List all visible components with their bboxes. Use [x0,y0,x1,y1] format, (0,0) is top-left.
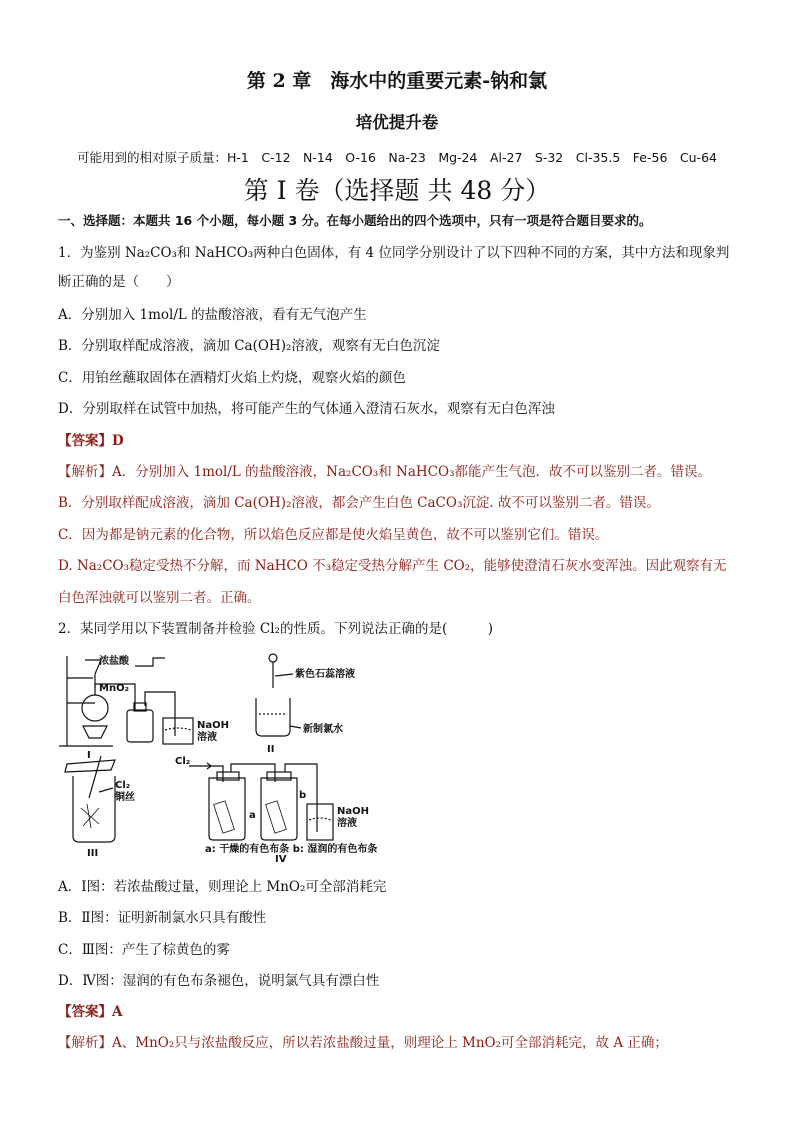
fig1-naoh-label: NaOH [197,720,229,731]
q1-analysis-d-line2: 白色浑浊就可以鉴别二者。正确。 [58,590,261,606]
fig4-solution-label: 溶液 [337,818,357,829]
fig2-number: II [267,744,275,755]
page-title: 第 2 章 海水中的重要元素-钠和氯 [246,70,548,92]
fig3-number: III [87,848,99,859]
fig2-apparatus [256,654,301,736]
atomic-masses: 可能用到的相对原子质量：H-1 C-12 N-14 O-16 Na-23 Mg-24 Al-27 S-32 Cl-35.5 Fe-56 Cu-64 [77,150,717,165]
fig1-solution-label: 溶液 [197,732,217,743]
fig4-number: IV [275,854,287,863]
q1-option-d: D．分别取样在试管中加热，将可能产生的气体通入澄清石灰水，观察有无白色浑浊 [58,401,555,417]
q1-analysis-d-line1: D. Na₂CO₃稳定受热不分解，而 NaHCO 不₃稳定受热分解产生 CO₂，能够使澄清石灰水变浑浊。因此观察有无 [58,558,727,574]
q2-option-d: D．Ⅳ图：湿润的有色布条褪色，说明氯气具有漂白性 [58,973,380,989]
q1-answer: 【答案】D [58,433,124,449]
q1-option-c: C．用铂丝蘸取固体在酒精灯火焰上灼烧，观察火焰的颜色 [58,370,406,386]
q2-option-a: A．Ⅰ图：若浓盐酸过量，则理论上 MnO₂可全部消耗完 [58,879,387,895]
q2-option-b: B．Ⅱ图：证明新制氯水只具有酸性 [58,910,267,926]
fig4-b-label: b [299,790,307,801]
q1-analysis-c: C．因为都是钠元素的化合物，所以焰色反应都是使火焰呈黄色，故不可以鉴别它们。错误。 [58,527,609,543]
fig4-cl2-label: Cl₂ [175,756,191,767]
fig4-a-label: a [249,810,256,821]
volume-heading: 第 I 卷（选择题 共 48 分） [243,176,551,205]
fig2-litmus-label: 紫色石蕊溶液 [295,669,355,680]
q1-analysis-a: 【解析】A．分别加入 1mol/L 的盐酸溶液，Na₂CO₃和 NaHCO₃都能产生气泡．故不可以鉴别二者。错误。 [58,464,711,480]
q1-option-b: B．分别取样配成溶液，滴加 Ca(OH)₂溶液，观察有无白色沉淀 [58,338,440,354]
fig1-apparatus [59,656,193,746]
q2-analysis-a: 【解析】A、MnO₂只与浓盐酸反应，所以若浓盐酸过量，则理论上 MnO₂可全部消耗完，故 A 正确； [58,1035,668,1051]
fig4-apparatus [189,763,333,840]
q2-option-c: C．Ⅲ图：产生了棕黄色的雾 [58,942,230,958]
fig3-cl2-label: Cl₂ [115,780,131,791]
q2-answer: 【答案】A [58,1004,123,1020]
q1-analysis-b: B．分别取样配成溶液，滴加 Ca(OH)₂溶液，都会产生白色 CaCO₃沉淀. 故不可以鉴别二者。错误。 [58,495,660,511]
q1-stem-line1: 1．为鉴别 Na₂CO₃和 NaHCO₃两种白色固体，有 4 位同学分别设计了以下四种不同的方案，其中方法和现象判 [58,245,730,261]
q1-stem-line2: 断正确的是（ ） [58,274,180,290]
fig1-number: I [87,750,91,761]
section-header: 一、选择题：本题共 16 个小题，每小题 3 分。在每小题给出的四个选项中，只有一项是符合题目要求的。 [58,213,652,228]
fig4-naoh-label: NaOH [337,806,369,817]
fig3-apparatus [65,756,115,842]
fig1-mno2-label: MnO₂ [99,683,129,694]
fig1-acid-label: 浓盐酸 [99,656,129,667]
page-subtitle: 培优提升卷 [355,113,439,132]
fig2-chlorine-water-label: 新制氯水 [303,724,343,735]
q1-option-a: A．分别加入 1mol/L 的盐酸溶液，看有无气泡产生 [58,307,367,323]
fig3-copper-label: 铜丝 [115,792,135,803]
q2-stem: 2．某同学用以下装置制备并检验 Cl₂的性质。下列说法正确的是( ) [58,621,493,637]
apparatus-figure [55,648,405,863]
fig4-caption: a: 干燥的有色布条 b: 湿润的有色布条 [205,844,378,855]
